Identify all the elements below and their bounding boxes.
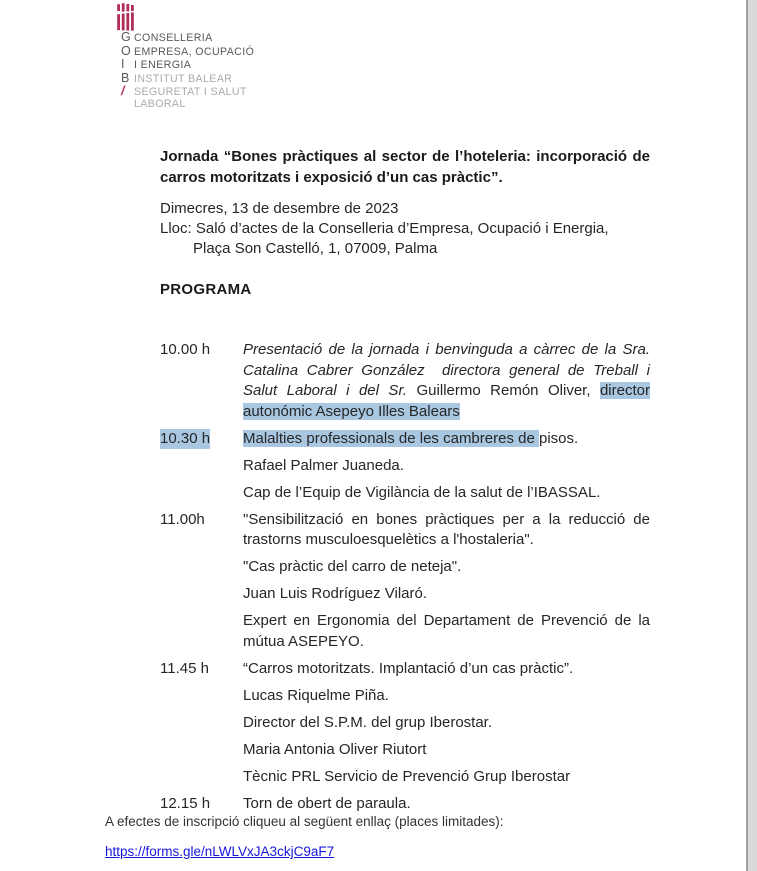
session-description: "Sensibilització en bones pràctiques per a la reducció de trastorns musculoesquelètics a l'hostaleria". — [243, 510, 650, 548]
session-description: "Cas pràctic del carro de neteja". — [243, 558, 462, 575]
schedule-row-1145 — [160, 659, 650, 788]
event-date: Dimecres, 13 de desembre de 2023 — [160, 200, 399, 217]
registration-link[interactable]: https://forms.gle/nLWLVxJA3ckjC9aF7 — [105, 844, 335, 859]
logo-row — [121, 71, 301, 85]
time-label: 12.15 h — [160, 794, 211, 812]
session-description — [243, 429, 650, 450]
schedule-row-1000 — [160, 340, 650, 422]
regular-text: Guillermo Remón Oliver, — [416, 382, 600, 399]
speaker-name: Lucas Riquelme Piña. — [243, 686, 389, 704]
goib-logo — [114, 3, 255, 110]
logo-line-empresa: EMPRESA, OCUPACIÓ — [134, 45, 255, 58]
goib-crest-icon — [114, 3, 138, 31]
logo-row — [121, 57, 301, 71]
schedule-row-1215 — [160, 794, 650, 815]
speaker-role: Cap de l’Equip de Vigilància de la salut de l’IBASSAL. — [243, 483, 601, 501]
highlighted-text: Malalties professionals de les cambreres de — [243, 429, 539, 447]
logo-row — [121, 84, 301, 98]
logo-line-laboral: LABORAL — [134, 97, 186, 110]
logo-row — [121, 44, 301, 58]
speaker-name: Juan Luis Rodríguez Vilaró. — [243, 585, 427, 602]
time-label: 11.45 h — [160, 659, 209, 677]
highlighted-text: director autonómic Asepeyo Illes Balears — [243, 382, 650, 420]
goib-letter-i: I — [121, 57, 125, 72]
speaker-name: Rafael Palmer Juaneda. — [243, 456, 404, 474]
logo-line-institut: INSTITUT BALEAR — [134, 72, 233, 85]
logo-line-seguretat: SEGURETAT I SALUT — [134, 86, 247, 99]
regular-text: pisos. — [538, 429, 579, 447]
registration-note: A efectes de inscripció cliqueu al següent enllaç (places limitades): — [105, 814, 504, 829]
time-label-highlighted: 10.30 h — [160, 429, 210, 450]
event-location-line1: Lloc: Saló d’actes de la Conselleria d’Empresa, Ocupació i Energia, — [160, 220, 609, 237]
logo-row — [121, 30, 301, 44]
schedule-row-1030 — [160, 429, 650, 504]
logo-line-conselleria: CONSELLERIA — [134, 32, 213, 44]
logo-row — [121, 98, 301, 112]
goib-letter-g: G — [121, 30, 131, 44]
goib-slash-icon: / — [121, 84, 125, 99]
goib-letter-o: O — [121, 43, 131, 58]
goib-letter-b: B — [121, 70, 130, 85]
program-schedule — [160, 340, 650, 821]
page-right-border — [746, 0, 757, 871]
schedule-row-1100 — [160, 510, 650, 653]
italic-text: Presentació de la jornada i benvinguda a càrrec de la Sra. Catalina Cabrer González directora general de Treball i Salut Laboral i del Sr. — [243, 341, 650, 399]
time-label: 10.00 h — [160, 341, 211, 358]
time-label: 11.00h — [160, 510, 205, 528]
goib-logo-text — [121, 30, 301, 112]
document-title: Jornada “Bones pràctiques al sector de l’hoteleria: incorporació de carros motoritzats i exposició d’un cas pràctic”. — [160, 148, 650, 186]
speaker-name: Maria Antonia Oliver Riutort — [243, 740, 427, 758]
session-description: “Carros motoritzats. Implantació d’un cas pràctic”. — [243, 659, 574, 677]
speaker-role: Tècnic PRL Servicio de Prevenció Grup Iberostar — [243, 767, 571, 785]
logo-line-energia: I ENERGIA — [134, 59, 192, 72]
event-location-line2: Plaça Son Castelló, 1, 07009, Palma — [193, 240, 438, 257]
session-description — [243, 340, 650, 422]
speaker-role: Expert en Ergonomia del Departament de Prevenció de la mútua ASEPEYO. — [243, 612, 650, 650]
programa-heading: PROGRAMA — [160, 281, 252, 298]
speaker-role: Director del S.P.M. del grup Iberostar. — [243, 713, 493, 731]
session-description: Torn de obert de paraula. — [243, 794, 411, 812]
event-meta — [160, 199, 660, 259]
